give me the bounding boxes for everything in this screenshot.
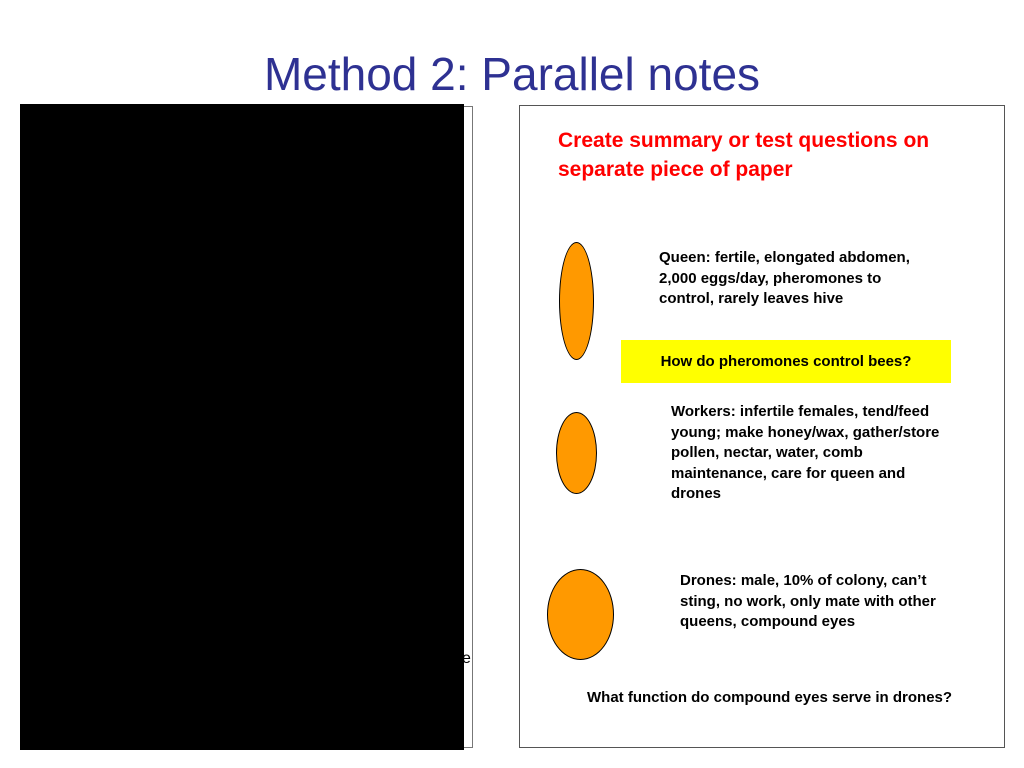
drones-oval-shape: [547, 569, 614, 660]
summary-heading: Create summary or test questions on separate piece of paper: [558, 129, 930, 181]
queen-oval-shape: [559, 242, 594, 360]
workers-note: Workers: infertile females, tend/feed young; make honey/wax, gather/store pollen, nectar, water, comb maintenance, care for queen and drones: [671, 403, 940, 502]
pheromone-question-box: [621, 340, 951, 383]
compound-eyes-question: What function do compound eyes serve in drones?: [587, 689, 953, 706]
slide-title: Method 2: Parallel notes: [263, 48, 761, 100]
pheromone-question-text: How do pheromones control bees?: [660, 353, 912, 370]
workers-oval-shape: [556, 412, 597, 494]
drones-note: Drones: male, 10% of colony, can’t sting, no work, only mate with other queens, compound eyes: [680, 572, 936, 630]
redacted-notes-block: [20, 104, 464, 750]
partially-hidden-text: e: [462, 650, 471, 667]
queen-note: Queen: fertile, elongated abdomen, 2,000 eggs/day, pheromones to control, rarely leaves hive: [659, 249, 910, 307]
